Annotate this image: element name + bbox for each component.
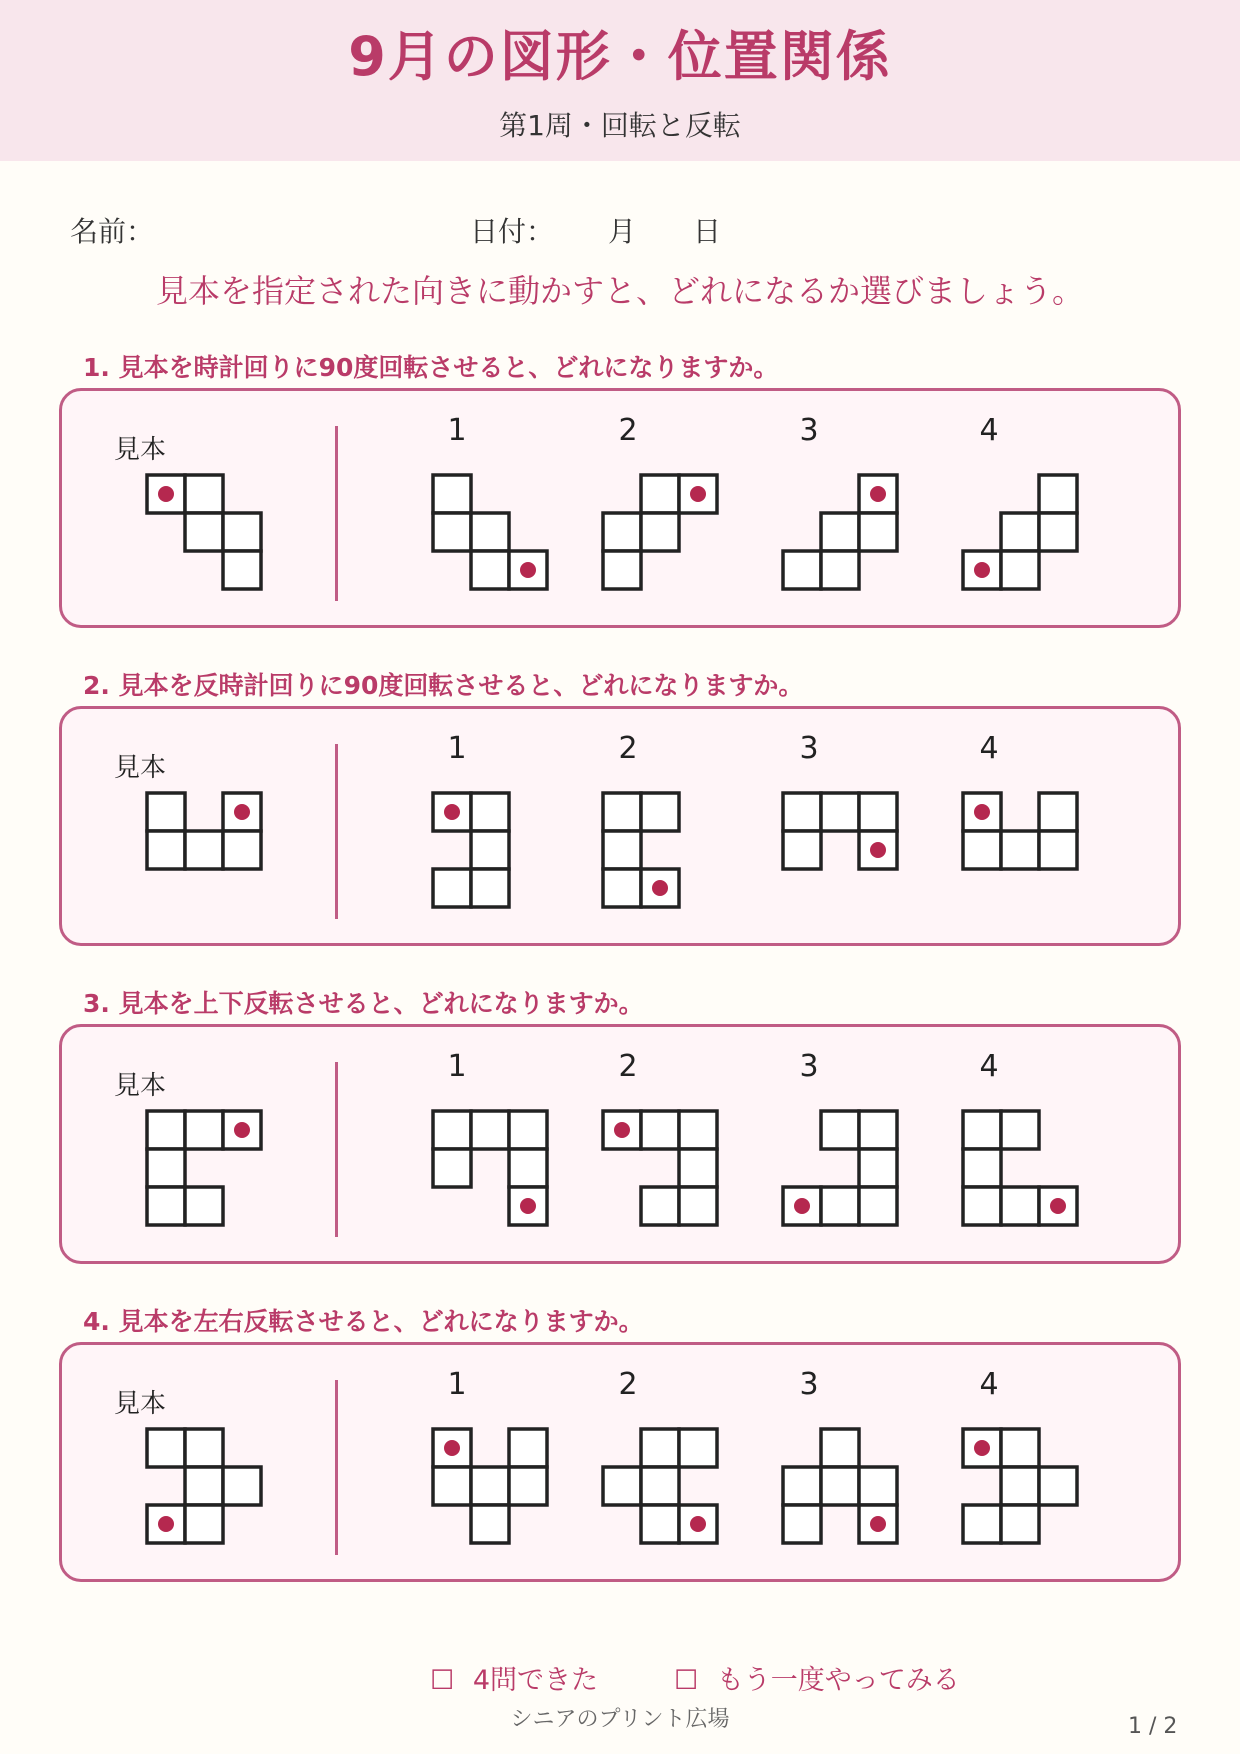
marker-dot — [690, 1516, 706, 1532]
grid-cell — [433, 475, 471, 513]
divider-line — [335, 1062, 338, 1237]
check-label-retry: もう一度やってみる — [716, 1665, 960, 1696]
marker-dot — [870, 1516, 886, 1532]
divider-line — [335, 1380, 338, 1555]
grid-cell — [641, 1187, 679, 1225]
month-label: 月 — [608, 215, 637, 248]
question-box — [59, 1024, 1181, 1264]
grid-cell — [963, 1505, 1001, 1543]
grid-cell — [859, 1467, 897, 1505]
grid-cell — [679, 1429, 717, 1467]
grid-cell — [859, 793, 897, 831]
sample-label: 見本 — [114, 435, 167, 465]
option-number: 3 — [799, 1367, 819, 1402]
grid-cell — [641, 1111, 679, 1149]
grid-cell — [147, 831, 185, 869]
question-heading: 4. 見本を左右反転させると、どれになりますか。 — [83, 1307, 644, 1336]
option-shape-2[interactable] — [601, 1109, 719, 1227]
marker-dot — [158, 486, 174, 502]
option-number: 2 — [618, 1367, 638, 1402]
grid-cell — [859, 1187, 897, 1225]
grid-cell — [641, 1505, 679, 1543]
grid-cell — [641, 513, 679, 551]
marker-dot — [520, 562, 536, 578]
marker-dot — [1050, 1198, 1066, 1214]
grid-cell — [223, 1467, 261, 1505]
option-shape-1[interactable] — [431, 791, 549, 909]
marker-dot — [652, 880, 668, 896]
marker-dot — [234, 804, 250, 820]
grid-cell — [147, 1187, 185, 1225]
option-number: 4 — [979, 731, 999, 766]
grid-cell — [223, 513, 261, 551]
grid-cell — [471, 869, 509, 907]
grid-cell — [471, 513, 509, 551]
grid-cell — [471, 1111, 509, 1149]
grid-cell — [679, 1149, 717, 1187]
option-number: 4 — [979, 1367, 999, 1402]
marker-dot — [520, 1198, 536, 1214]
grid-cell — [1001, 831, 1039, 869]
grid-cell — [1001, 551, 1039, 589]
day-label: 日 — [693, 215, 722, 248]
grid-cell — [1001, 1429, 1039, 1467]
grid-cell — [147, 1111, 185, 1149]
grid-cell — [821, 1429, 859, 1467]
grid-cell — [783, 793, 821, 831]
option-shape-4[interactable] — [961, 1427, 1079, 1545]
grid-cell — [471, 551, 509, 589]
grid-cell — [433, 1149, 471, 1187]
page-subtitle: 第1周・回転と反転 — [499, 109, 741, 142]
grid-cell — [783, 551, 821, 589]
marker-dot — [870, 486, 886, 502]
marker-dot — [974, 562, 990, 578]
grid-cell — [471, 1505, 509, 1543]
option-shape-2[interactable] — [601, 473, 719, 591]
check-item-retry[interactable] — [674, 1658, 960, 1697]
sample-label: 見本 — [114, 1389, 167, 1419]
grid-cell — [1039, 475, 1077, 513]
option-shape-2[interactable] — [601, 1427, 719, 1545]
marker-dot — [690, 486, 706, 502]
grid-cell — [1039, 1467, 1077, 1505]
marker-dot — [974, 804, 990, 820]
option-number: 1 — [447, 1049, 467, 1084]
grid-cell — [641, 1467, 679, 1505]
grid-cell — [509, 1149, 547, 1187]
grid-cell — [471, 1467, 509, 1505]
option-shape-3[interactable] — [781, 1109, 899, 1227]
option-number: 2 — [618, 731, 638, 766]
option-number: 4 — [979, 1049, 999, 1084]
question-box — [59, 1342, 1181, 1582]
grid-cell — [509, 1111, 547, 1149]
grid-cell — [859, 513, 897, 551]
marker-dot — [444, 804, 460, 820]
grid-cell — [641, 793, 679, 831]
grid-cell — [963, 1149, 1001, 1187]
question-heading: 1. 見本を時計回りに90度回転させると、どれになりますか。 — [83, 353, 779, 382]
grid-cell — [185, 1111, 223, 1149]
check-item-done[interactable] — [430, 1658, 598, 1697]
grid-cell — [1001, 1505, 1039, 1543]
grid-cell — [223, 831, 261, 869]
name-label: 名前： — [70, 215, 155, 248]
option-number: 4 — [979, 413, 999, 448]
option-number: 1 — [447, 731, 467, 766]
sample-label: 見本 — [114, 1071, 167, 1101]
option-shape-3[interactable] — [781, 473, 899, 591]
grid-cell — [433, 869, 471, 907]
grid-cell — [641, 475, 679, 513]
question-box — [59, 388, 1181, 628]
grid-cell — [433, 1111, 471, 1149]
grid-cell — [821, 1111, 859, 1149]
option-shape-4[interactable] — [961, 1109, 1079, 1227]
grid-cell — [433, 1467, 471, 1505]
question-box — [59, 706, 1181, 946]
option-shape-3[interactable] — [781, 1427, 899, 1545]
grid-cell — [603, 793, 641, 831]
grid-cell — [859, 1149, 897, 1187]
sample-shape — [145, 473, 263, 591]
grid-cell — [223, 551, 261, 589]
divider-line — [335, 744, 338, 919]
marker-dot — [974, 1440, 990, 1456]
grid-cell — [147, 1149, 185, 1187]
marker-dot — [234, 1122, 250, 1138]
grid-cell — [147, 1429, 185, 1467]
grid-cell — [185, 1467, 223, 1505]
header-band — [0, 0, 1240, 161]
grid-cell — [509, 1429, 547, 1467]
option-number: 2 — [618, 1049, 638, 1084]
grid-cell — [147, 793, 185, 831]
option-number: 1 — [447, 413, 467, 448]
grid-cell — [821, 513, 859, 551]
grid-cell — [1001, 513, 1039, 551]
grid-cell — [471, 793, 509, 831]
grid-cell — [603, 551, 641, 589]
date-label: 日付： — [470, 215, 555, 248]
option-number: 3 — [799, 1049, 819, 1084]
instruction-text: 見本を指定された向きに動かすと、どれになるか選びましょう。 — [155, 272, 1084, 310]
grid-cell — [821, 793, 859, 831]
grid-cell — [783, 831, 821, 869]
sample-label: 見本 — [114, 753, 167, 783]
grid-cell — [1039, 793, 1077, 831]
grid-cell — [641, 1429, 679, 1467]
grid-cell — [185, 1505, 223, 1543]
marker-dot — [158, 1516, 174, 1532]
grid-cell — [963, 1187, 1001, 1225]
option-number: 1 — [447, 1367, 467, 1402]
grid-cell — [603, 513, 641, 551]
grid-cell — [821, 551, 859, 589]
marker-dot — [870, 842, 886, 858]
option-number: 3 — [799, 413, 819, 448]
checkbox-icon[interactable]: ☐ — [430, 1665, 455, 1696]
grid-cell — [783, 1505, 821, 1543]
grid-cell — [185, 513, 223, 551]
sample-shape — [145, 1109, 263, 1227]
option-shape-2[interactable] — [601, 791, 719, 909]
grid-cell — [185, 1429, 223, 1467]
grid-cell — [963, 1111, 1001, 1149]
grid-cell — [603, 1467, 641, 1505]
option-shape-4[interactable] — [961, 791, 1079, 909]
grid-cell — [963, 831, 1001, 869]
grid-cell — [509, 1467, 547, 1505]
question-heading: 2. 見本を反時計回りに90度回転させると、どれになりますか。 — [83, 671, 804, 700]
grid-cell — [821, 1467, 859, 1505]
option-shape-4[interactable] — [961, 473, 1079, 591]
option-shape-1[interactable] — [431, 473, 549, 591]
grid-cell — [783, 1467, 821, 1505]
grid-cell — [433, 513, 471, 551]
grid-cell — [603, 831, 641, 869]
sample-shape — [145, 791, 263, 909]
option-shape-1[interactable] — [431, 1109, 549, 1227]
divider-line — [335, 426, 338, 601]
marker-dot — [794, 1198, 810, 1214]
checkbox-icon[interactable]: ☐ — [674, 1665, 699, 1696]
grid-cell — [185, 475, 223, 513]
marker-dot — [444, 1440, 460, 1456]
sample-shape — [145, 1427, 263, 1545]
grid-cell — [1039, 513, 1077, 551]
grid-cell — [821, 1187, 859, 1225]
page-number: 1 / 2 — [1128, 1714, 1178, 1739]
grid-cell — [603, 869, 641, 907]
option-number: 2 — [618, 413, 638, 448]
check-label-done: 4問できた — [472, 1665, 598, 1696]
option-number: 3 — [799, 731, 819, 766]
grid-cell — [1001, 1467, 1039, 1505]
grid-cell — [679, 1111, 717, 1149]
grid-cell — [471, 831, 509, 869]
option-shape-3[interactable] — [781, 791, 899, 909]
question-heading: 3. 見本を上下反転させると、どれになりますか。 — [83, 989, 644, 1018]
footer-credit: シニアのプリント広場 — [510, 1707, 730, 1732]
grid-cell — [1039, 831, 1077, 869]
option-shape-1[interactable] — [431, 1427, 549, 1545]
grid-cell — [859, 1111, 897, 1149]
grid-cell — [185, 831, 223, 869]
page-title: 9月の図形・位置関係 — [348, 25, 892, 88]
marker-dot — [614, 1122, 630, 1138]
grid-cell — [1001, 1111, 1039, 1149]
grid-cell — [185, 1187, 223, 1225]
grid-cell — [1001, 1187, 1039, 1225]
grid-cell — [679, 1187, 717, 1225]
